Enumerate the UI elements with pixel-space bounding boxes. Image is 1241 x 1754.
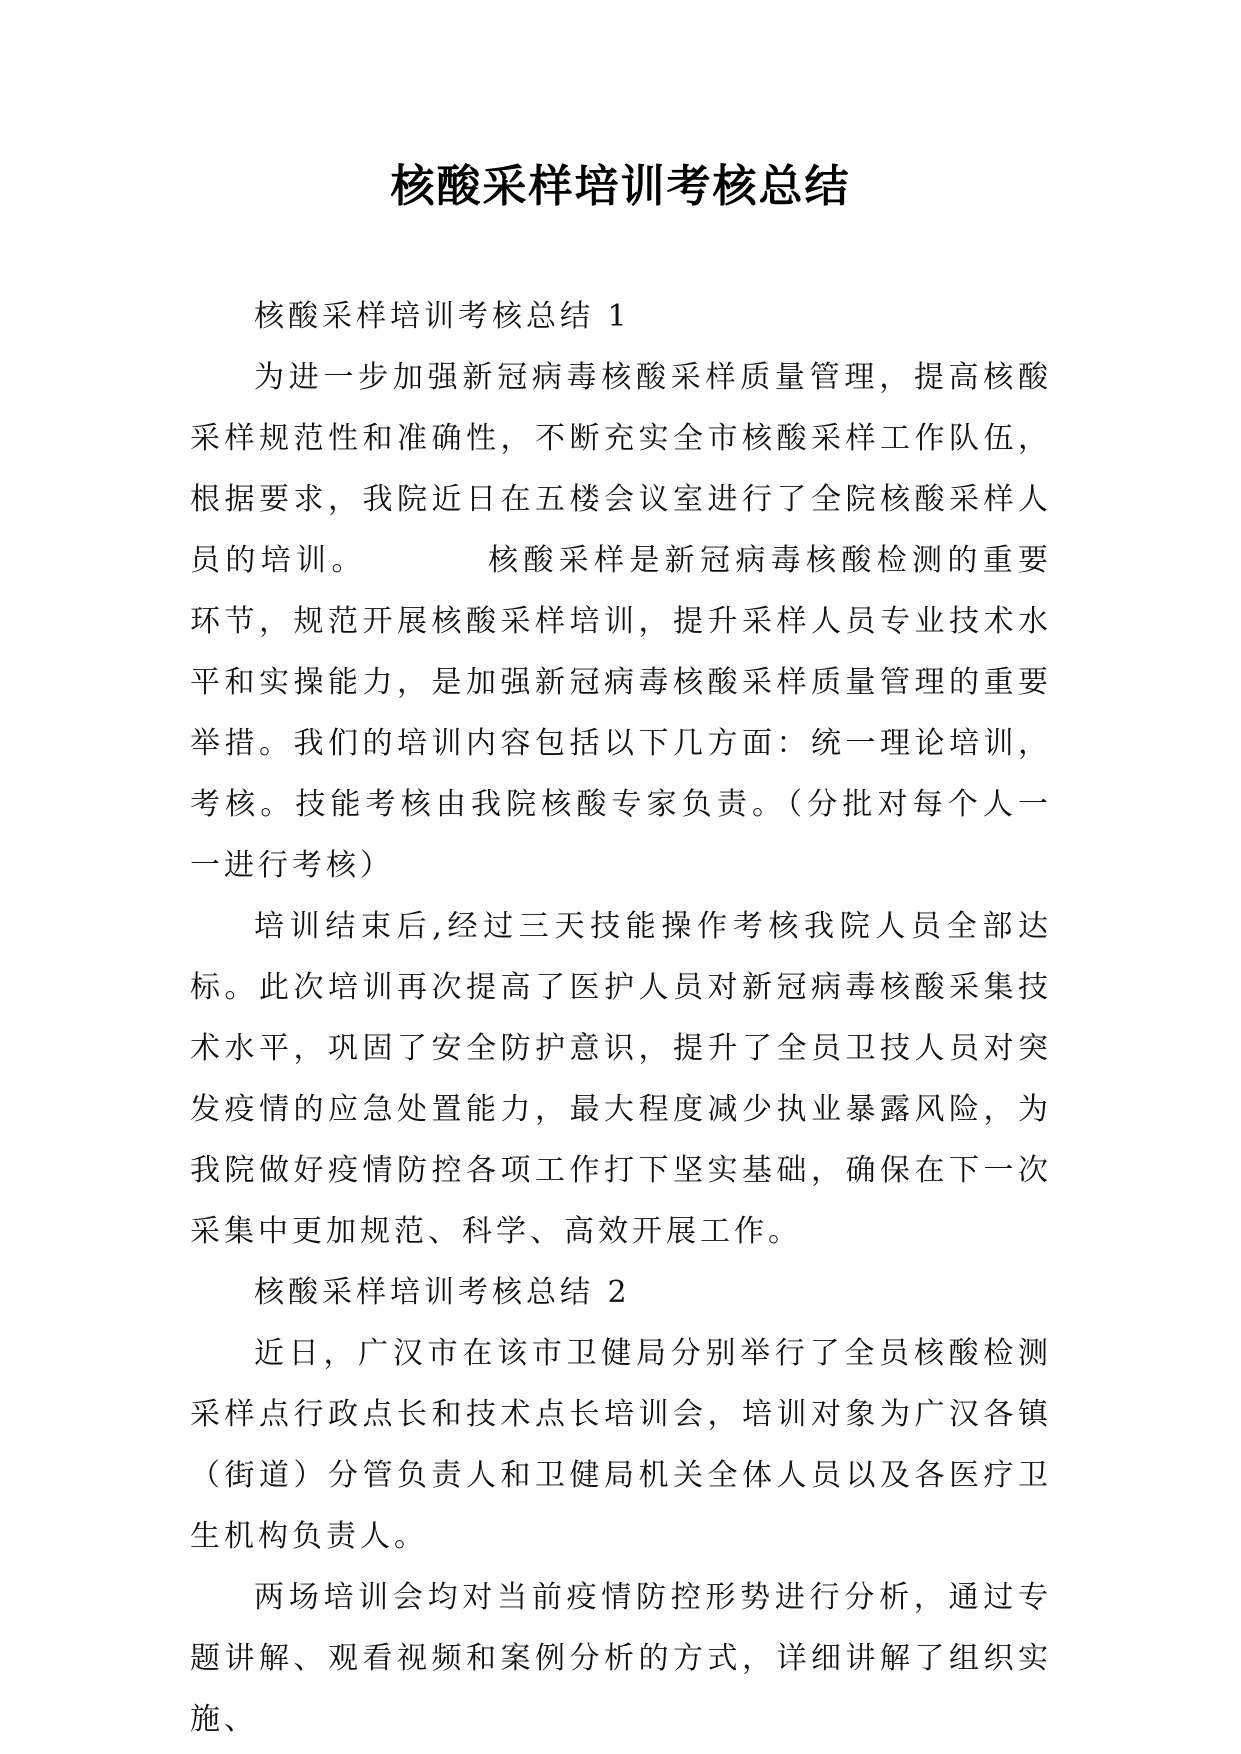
paragraph-2: 培训结束后,经过三天技能操作考核我院人员全部达标。此次培训再次提高了医护人员对新冠病毒核酸采集技术水平，巩固了安全防护意识，提升了全员卫技人员对突发疫情的应急处置能力，最大程度减少执业暴露风险，为我院做好疫情防控各项工作打下坚实基础，确保在下一次采集中更加规范、科学、高效开展工作。	[190, 909, 1052, 1249]
paragraph-1-part-1: 为进一步加强新冠病毒核酸采样质量管理，提高核酸采样规范性和准确性，不断充实全市核酸采样工作队伍，根据要求，我院近日在五楼会议室进行了全院核酸采样人员的培训。	[190, 360, 1052, 578]
section-heading-1: 核酸采样培训考核总结 1	[254, 299, 631, 334]
document-body	[190, 286, 1052, 1750]
section-heading-2: 核酸采样培训考核总结 2	[254, 1275, 631, 1310]
paragraph-1	[190, 347, 1052, 896]
paragraph-4: 两场培训会均对当前疫情防控形势进行分析，通过专题讲解、观看视频和案例分析的方式，详细讲解了组织实施、	[190, 1580, 1052, 1737]
paragraph-3: 近日，广汉市在该市卫健局分别举行了全员核酸检测采样点行政点长和技术点长培训会，培训对象为广汉各镇（街道）分管负责人和卫健局机关全体人员以及各医疗卫生机构负责人。	[190, 1336, 1052, 1554]
document-title: 核酸采样培训考核总结	[390, 161, 851, 212]
paragraph-1-part-2: 核酸采样是新冠病毒核酸检测的重要环节，规范开展核酸采样培训，提升采样人员专业技术水平和实操能力，是加强新冠病毒核酸采样质量管理的重要举措。我们的培训内容包括以下几方面：统一理论培训，考核。技能考核由我院核酸专家负责。（分批对每个人一一进行考核）	[190, 543, 1053, 883]
